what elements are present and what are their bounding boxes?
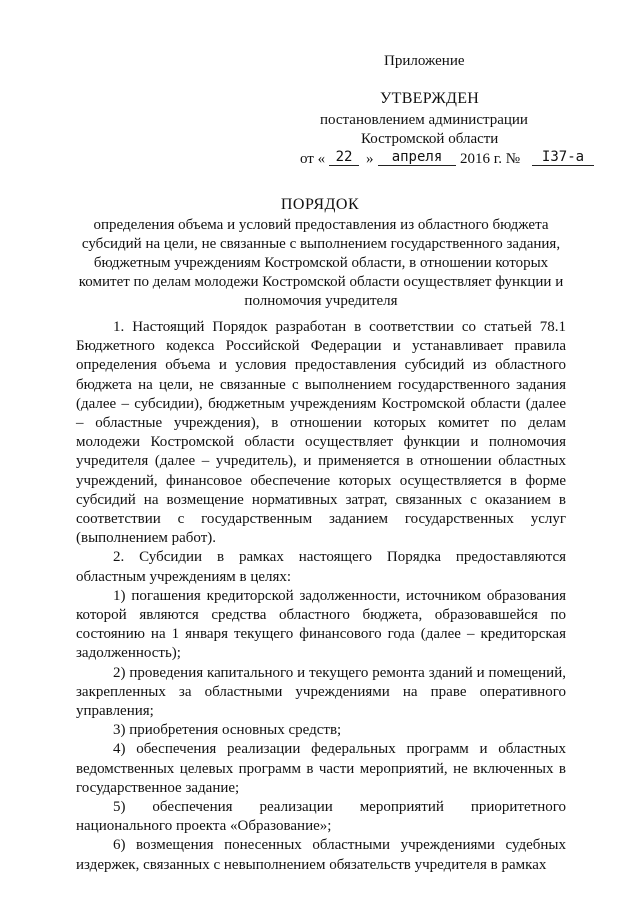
date-prefix: от « xyxy=(300,151,326,167)
paragraph: 2) проведения капитального и текущего ремонта зданий и помещений, закрепленных за областными учреждениями на праве оперативного управления; xyxy=(76,664,566,720)
decree-number: I37-а xyxy=(532,148,594,166)
document-subtitle: определения объема и условий предоставления из областного бюджета субсидий на цели, не связанные с выполнением государственного задания, бюджетным учреждениям Костромской области, в отношении которых комитет по делам молодежи Костромской области осуществляет функции и полномочия учредителя xyxy=(78,217,564,309)
approval-date-line xyxy=(300,150,600,170)
paragraph: 3) приобретения основных средств; xyxy=(113,722,342,739)
paragraph: 1. Настоящий Порядок разработан в соответствии со статьей 78.1 Бюджетного кодекса Российской Федерации и устанавливает правила определения объема и условия предоставления субсидий из областного бюджета на цели, не связанные с выполнением государственного задания (далее – субсидии), бюджетным учреждениям Костромской области (далее – областные учреждения), в отношении которых комитет по делам молодежи Костромской области осуществляет функции и полномочия учредителя (далее – учредитель), и применяется в отношении областных учреждений, финансовое обеспечение которых осуществляется в форме субсидий на возмещение нормативных затрат, связанных с оказанием в соответствии с государственным заданием государственных услуг (выполнением работ). xyxy=(76,319,566,547)
paragraph: 4) обеспечения реализации федеральных программ и областных ведомственных целевых программ в части мероприятий, не включенных в государственное задание; xyxy=(76,741,566,796)
approval-region: Костромской области xyxy=(361,131,499,147)
paragraph: 6) возмещения понесенных областными учреждениями судебных издержек, связанных с невыполнением обязательств учредителя в рамках xyxy=(76,837,566,873)
date-year: 2016 г. № xyxy=(460,151,521,167)
approved-stamp: УТВЕРЖДЕН xyxy=(380,90,480,107)
approval-authority: постановлением администрации xyxy=(320,112,528,128)
date-quote: » xyxy=(366,151,374,167)
appendix-label: Приложение xyxy=(384,53,465,69)
date-month: апреля xyxy=(378,148,456,166)
paragraph: 5) обеспечения реализации мероприятий приоритетного национального проекта «Образование»; xyxy=(76,799,566,835)
paragraph: 1) погашения кредиторской задолженности, источником образования которой являются средства областного бюджета, образовавшейся по состоянию на 1 января текущего финансового года (далее – кредиторская задолженность); xyxy=(76,587,566,662)
document-title: ПОРЯДОК xyxy=(280,196,360,213)
document-body xyxy=(76,318,566,875)
date-day: 22 xyxy=(329,148,359,166)
paragraph: 2. Субсидии в рамках настоящего Порядка предоставляются областным учреждениям в целях: xyxy=(76,549,566,585)
